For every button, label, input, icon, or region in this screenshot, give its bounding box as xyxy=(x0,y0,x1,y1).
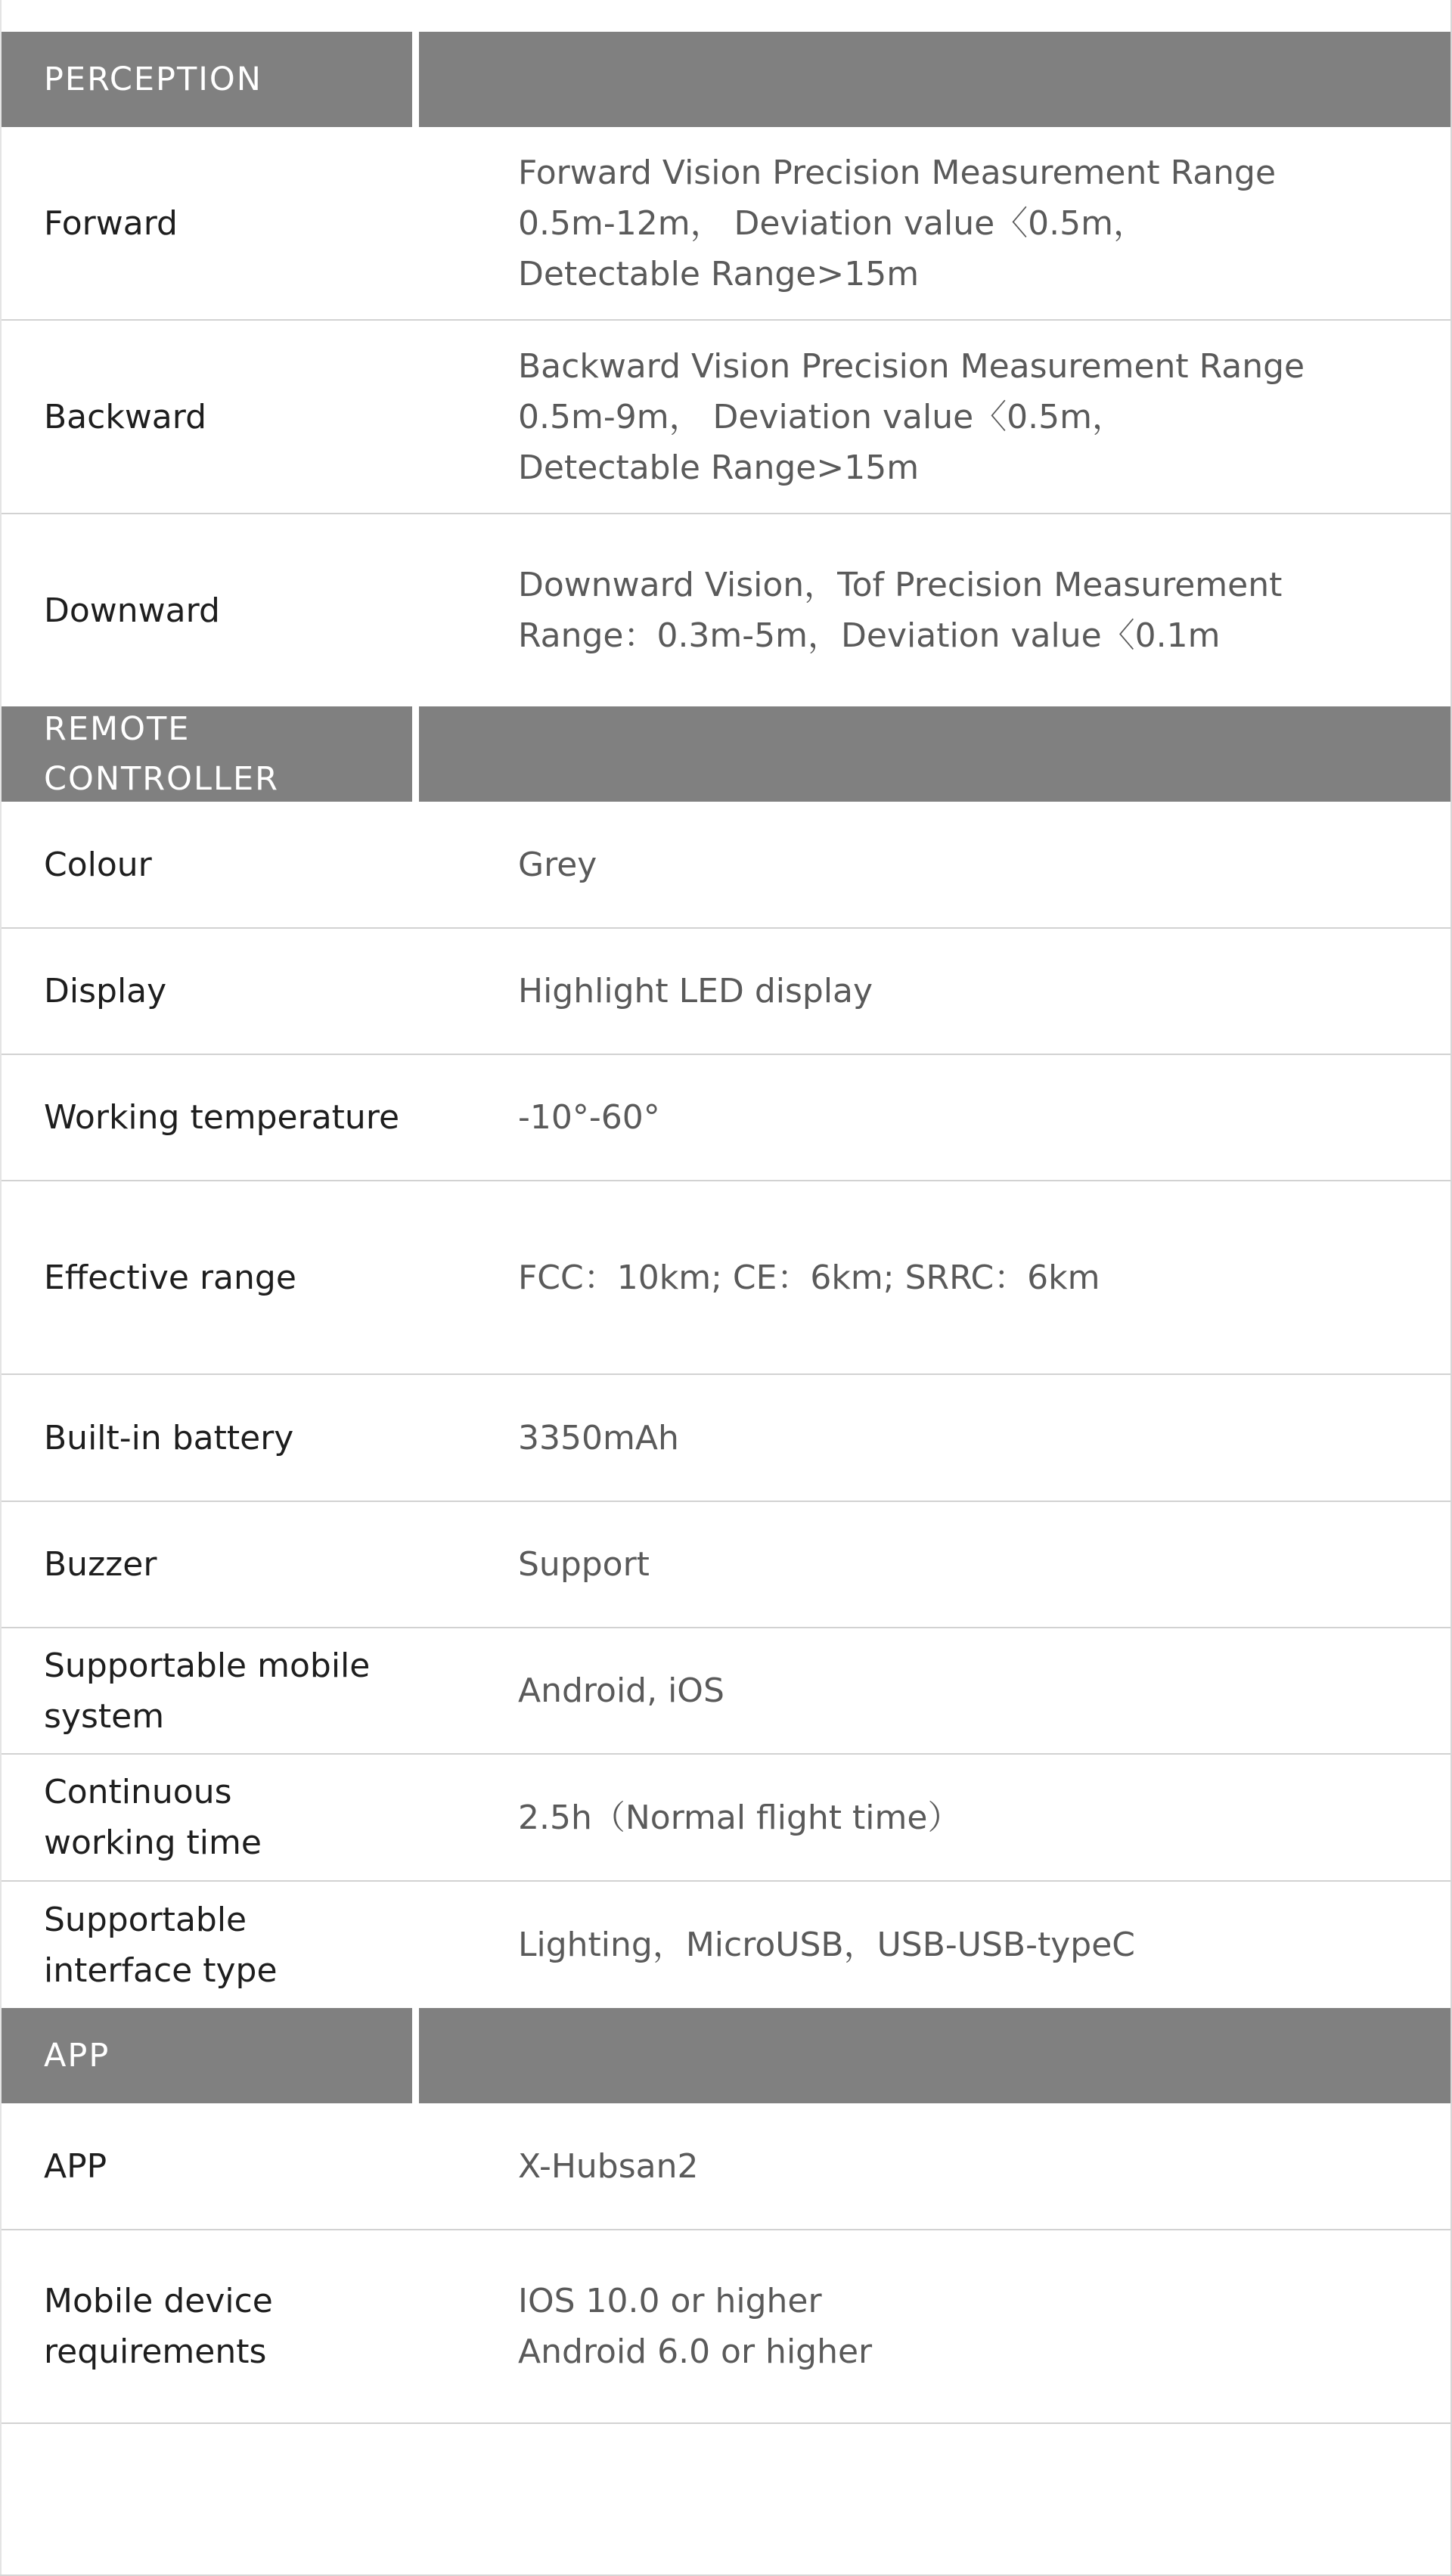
section-header-perception xyxy=(0,32,1452,127)
spec-label: Working temperature xyxy=(44,1098,400,1137)
spec-value: Downward Vision，Tof Precision Measurement Range：0.3m-5m，Deviation value〈0.1m xyxy=(518,566,1283,655)
header-fill xyxy=(419,706,1452,802)
spec-label: Effective range xyxy=(44,1258,296,1297)
spec-row-downward xyxy=(0,514,1452,706)
header-divider xyxy=(412,32,419,127)
spec-label: Continuous working time xyxy=(44,1773,262,1862)
section-title-app: APP xyxy=(44,2037,110,2075)
spec-value: 3350mAh xyxy=(518,1418,679,1457)
top-margin xyxy=(0,0,1452,32)
spec-row-supportable-mobile-system xyxy=(0,1628,1452,1755)
spec-row-mobile-device-requirements xyxy=(0,2230,1452,2424)
spec-row-display xyxy=(0,929,1452,1055)
spec-label: Colour xyxy=(44,845,152,884)
spec-value: FCC：10km; CE：6km; SRRC：6km xyxy=(518,1258,1100,1297)
spec-row-colour xyxy=(0,802,1452,929)
page-border-left xyxy=(0,0,2,2576)
spec-value: Highlight LED display xyxy=(518,972,873,1010)
spec-row-effective-range xyxy=(0,1181,1452,1375)
section-header-remote-controller xyxy=(0,706,1452,802)
spec-row-working-temperature xyxy=(0,1055,1452,1181)
spec-value: IOS 10.0 or higher Android 6.0 or higher xyxy=(518,2282,873,2371)
spec-value: 2.5h（Normal flight time） xyxy=(518,1798,961,1837)
spec-value: Grey xyxy=(518,845,597,884)
spec-value: Android, iOS xyxy=(518,1671,724,1710)
spec-value: X-Hubsan2 xyxy=(518,2146,699,2186)
header-divider xyxy=(412,706,419,802)
spec-row-buzzer xyxy=(0,1502,1452,1628)
spec-value: Support xyxy=(518,1545,650,1584)
header-fill xyxy=(419,32,1452,127)
spec-label: Buzzer xyxy=(44,1545,157,1584)
spec-label: Supportable mobile system xyxy=(44,1646,371,1736)
spec-label: Backward xyxy=(44,397,207,436)
spec-label: Mobile device requirements xyxy=(44,2282,273,2371)
spec-value: -10°-60° xyxy=(518,1098,660,1137)
section-header-app xyxy=(0,2008,1452,2103)
spec-label: Built-in battery xyxy=(44,1418,294,1457)
spec-label: Forward xyxy=(44,203,178,243)
header-divider xyxy=(412,2008,419,2103)
spec-row-continuous-working-time xyxy=(0,1755,1452,1882)
spec-value: Forward Vision Precision Measurement Range 0.5m-12m， Deviation value〈0.5m， Detectable Range>15m xyxy=(518,153,1277,293)
spec-row-backward xyxy=(0,321,1452,514)
section-title-perception: PERCEPTION xyxy=(44,61,262,98)
spec-label: Supportable interface type xyxy=(44,1900,278,1990)
spec-value: Backward Vision Precision Measurement Range 0.5m-9m， Deviation value〈0.5m， Detectable Range>15m xyxy=(518,346,1305,487)
header-fill xyxy=(419,2008,1452,2103)
spec-label: Display xyxy=(44,972,167,1010)
spec-row-built-in-battery xyxy=(0,1375,1452,1502)
spec-row-forward xyxy=(0,127,1452,321)
spec-label: Downward xyxy=(44,591,220,630)
spec-value: Lighting，MicroUSB，USB-USB-typeC xyxy=(518,1926,1135,1964)
section-title-remote-controller: REMOTE CONTROLLER xyxy=(44,710,279,798)
spec-label: APP xyxy=(44,2146,107,2186)
spec-row-supportable-interface-type xyxy=(0,1882,1452,2008)
spec-row-app xyxy=(0,2103,1452,2230)
